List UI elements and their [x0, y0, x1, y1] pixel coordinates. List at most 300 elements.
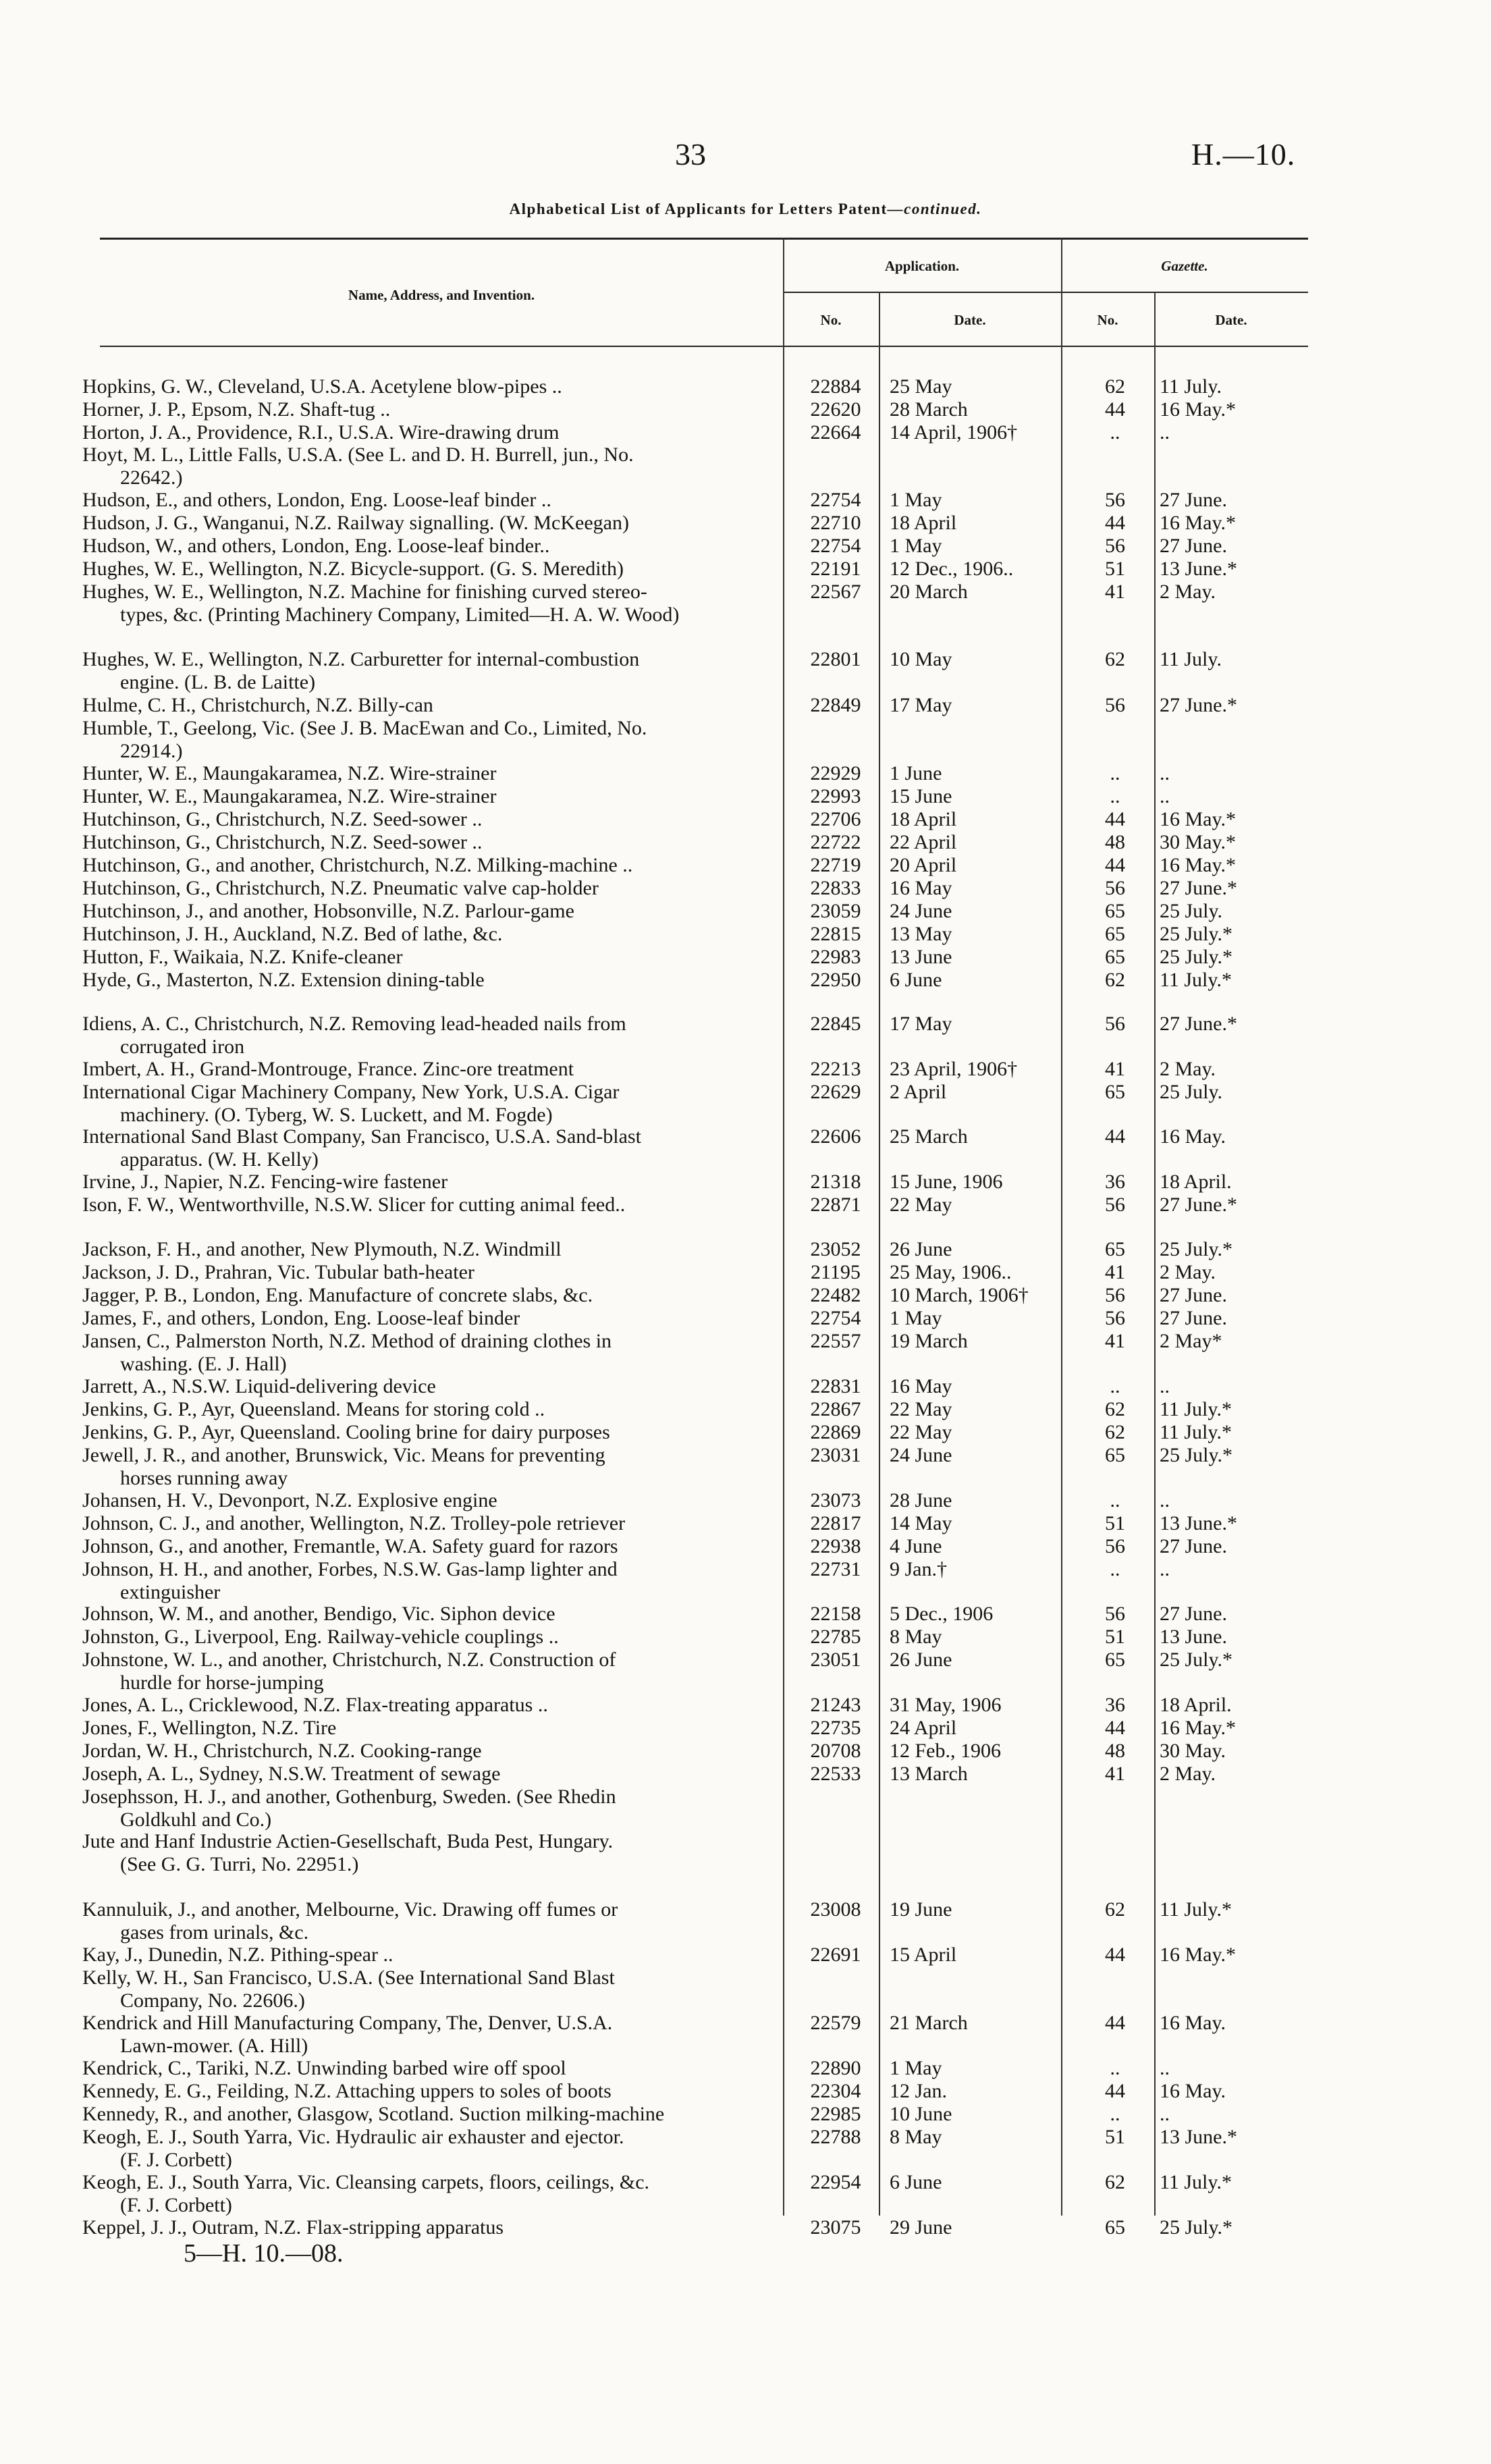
gazette-date: 27 June.: [1160, 535, 1227, 557]
application-number: 22950: [810, 969, 861, 991]
gazette-number: 44: [1105, 512, 1125, 534]
applicant-name-invention: [82, 1558, 771, 1603]
applicant-name-invention: [82, 877, 771, 900]
application-date: 18 April: [890, 808, 957, 830]
applicant-line: Imbert, A. H., Grand-Montrouge, France. Zinc-ore treatment: [82, 1058, 574, 1080]
application-number: 21318: [810, 1171, 861, 1193]
gazette-number: 44: [1105, 1717, 1125, 1739]
gazette-date: 27 June.: [1160, 1535, 1227, 1557]
application-number: 22735: [810, 1717, 861, 1739]
application-date: 20 April: [890, 854, 957, 876]
applicant-name-invention: [82, 2057, 771, 2080]
application-date: 12 Jan.: [890, 2080, 947, 2102]
gazette-date: 27 June.*: [1160, 1194, 1237, 1216]
application-date: 18 April: [890, 512, 957, 534]
application-number: 22890: [810, 2057, 861, 2079]
gazette-date: 2 May*: [1160, 1330, 1222, 1352]
application-number: 22710: [810, 512, 861, 534]
application-date: 6 June: [890, 969, 942, 991]
gazette-number: 41: [1105, 1261, 1125, 1283]
gazette-number: 41: [1105, 1058, 1125, 1080]
applicant-name-invention: [82, 854, 771, 877]
gazette-date: 27 June.: [1160, 1307, 1227, 1329]
application-number: 22785: [810, 1626, 861, 1648]
application-date: 25 May, 1906..: [890, 1261, 1012, 1283]
gazette-date: ..: [1160, 2057, 1170, 2079]
gazette-date: 16 May.: [1160, 2012, 1226, 2034]
application-date: 13 May: [890, 923, 952, 945]
applicant-line: Hudson, J. G., Wanganui, N.Z. Railway signalling. (W. McKeegan): [82, 512, 629, 534]
application-number: 22557: [810, 1330, 861, 1352]
gazette-number: 62: [1105, 1898, 1125, 1921]
application-date: 15 April: [890, 1944, 957, 1966]
gazette-date: ..: [1160, 785, 1170, 807]
applicant-name-invention: [82, 831, 771, 854]
gazette-date: 16 May.*: [1160, 1717, 1237, 1739]
applicant-name-invention: [82, 558, 771, 581]
applicant-name-invention: [82, 1013, 771, 1058]
gazette-date: 27 June.*: [1160, 877, 1237, 899]
gazette-date: 25 July.*: [1160, 1649, 1233, 1671]
application-number: 22722: [810, 831, 861, 853]
applicant-line: Keogh, E. J., South Yarra, Vic. Cleansing carpets, floors, ceilings, &c.: [82, 2171, 650, 2193]
gazette-date: 27 June.*: [1160, 1013, 1237, 1035]
application-date: 14 May: [890, 1512, 952, 1534]
applicant-line: Jarrett, A., N.S.W. Liquid-delivering device: [82, 1375, 436, 1397]
application-number: 22985: [810, 2103, 861, 2125]
applicant-line: Johnson, C. J., and another, Wellington, N.Z. Trolley-pole retriever: [82, 1512, 626, 1534]
application-date: 22 April: [890, 831, 957, 853]
gazette-number: 65: [1105, 946, 1125, 968]
applicant-line: Jackson, J. D., Prahran, Vic. Tubular bath-heater: [82, 1261, 475, 1283]
applicant-line: Hutchinson, G., Christchurch, N.Z. Seed-sower ..: [82, 808, 483, 830]
gazette-number: 65: [1105, 1238, 1125, 1260]
application-number: 22754: [810, 535, 861, 557]
gazette-date: 2 May.: [1160, 1261, 1216, 1283]
application-date: 24 June: [890, 900, 952, 922]
application-date: 1 June: [890, 762, 942, 784]
application-number: 23075: [810, 2216, 861, 2239]
applicant-continuation: apparatus. (W. H. Kelly): [120, 1148, 319, 1171]
gazette-date: ..: [1160, 762, 1170, 784]
gazette-date: 13 June.*: [1160, 2126, 1237, 2148]
applicant-name-invention: [82, 1081, 771, 1126]
gazette-date: 25 July.: [1160, 900, 1223, 922]
applicant-line: Hudson, W., and others, London, Eng. Loose-leaf binder..: [82, 535, 550, 557]
applicant-name-invention: [82, 1421, 771, 1444]
gazette-date: 27 June.: [1160, 489, 1227, 511]
gazette-number: 36: [1105, 1171, 1125, 1193]
application-number: 23008: [810, 1898, 861, 1921]
application-number: 22845: [810, 1013, 861, 1035]
applicant-name-invention: [82, 1944, 771, 1966]
application-number: 22993: [810, 785, 861, 807]
applicant-line: Hutchinson, J. H., Auckland, N.Z. Bed of lathe, &c.: [82, 923, 503, 945]
application-date: 28 March: [890, 398, 968, 421]
application-number: 20708: [810, 1740, 861, 1762]
applicant-line: Kennedy, E. G., Feilding, N.Z. Attaching uppers to soles of boots: [82, 2080, 612, 2102]
application-number: 22833: [810, 877, 861, 899]
application-number: 22849: [810, 694, 861, 716]
applicant-name-invention: [82, 969, 771, 992]
application-number: 22938: [810, 1535, 861, 1557]
gazette-date: ..: [1160, 421, 1170, 444]
applicant-continuation: gases from urinals, &c.: [120, 1921, 309, 1944]
gazette-date: 2 May.: [1160, 581, 1216, 603]
applicant-line: Kay, J., Dunedin, N.Z. Pithing-spear ..: [82, 1944, 394, 1966]
gazette-number: 62: [1105, 2171, 1125, 2193]
applicant-name-invention: [82, 444, 771, 489]
applicant-name-invention: [82, 785, 771, 808]
gazette-number: 36: [1105, 1694, 1125, 1716]
gazette-date: 27 June.*: [1160, 694, 1237, 716]
applicant-line: Hutchinson, G., and another, Christchurch, N.Z. Milking-machine ..: [82, 854, 633, 876]
gazette-number: 44: [1105, 808, 1125, 830]
applicant-name-invention: [82, 1535, 771, 1558]
application-number: 22731: [810, 1558, 861, 1580]
applicant-name-invention: [82, 375, 771, 398]
gazette-date: 11 July.*: [1160, 969, 1232, 991]
application-number: 22691: [810, 1944, 861, 1966]
gazette-number: 65: [1105, 923, 1125, 945]
application-date: 14 April, 1906†: [890, 421, 1018, 444]
application-number: 22929: [810, 762, 861, 784]
gazette-number: 56: [1105, 1194, 1125, 1216]
application-number: 22213: [810, 1058, 861, 1080]
application-date: 21 March: [890, 2012, 968, 2034]
page-number: 33: [675, 137, 706, 171]
gazette-date: 25 July.*: [1160, 1444, 1233, 1466]
gazette-date: 13 June.*: [1160, 558, 1237, 580]
applicant-name-invention: [82, 535, 771, 558]
gazette-number: ..: [1110, 785, 1120, 807]
gazette-number: 62: [1105, 375, 1125, 398]
gazette-number: 56: [1105, 1535, 1125, 1557]
gazette-number: 65: [1105, 1081, 1125, 1103]
gazette-number: 56: [1105, 694, 1125, 716]
application-date: 1 May: [890, 489, 942, 511]
applicant-name-invention: [82, 2012, 771, 2057]
applicant-line: Kennedy, R., and another, Glasgow, Scotland. Suction milking-machine: [82, 2103, 665, 2125]
application-number: 22831: [810, 1375, 861, 1397]
applicant-line: Johnson, H. H., and another, Forbes, N.S.W. Gas-lamp lighter and: [82, 1558, 618, 1580]
list-title-suffix: —continued.: [887, 200, 982, 217]
gazette-number: 48: [1105, 831, 1125, 853]
applicant-line: Jordan, W. H., Christchurch, N.Z. Cooking-range: [82, 1740, 482, 1762]
application-number: 22482: [810, 1284, 861, 1306]
gazette-number: 65: [1105, 900, 1125, 922]
applicant-name-invention: [82, 762, 771, 785]
gazette-number: 48: [1105, 1740, 1125, 1762]
applicant-name-invention: [82, 1194, 771, 1216]
applicant-name-invention: [82, 717, 771, 762]
gazette-number: ..: [1110, 762, 1120, 784]
gazette-number: 56: [1105, 1284, 1125, 1306]
application-number: 22954: [810, 2171, 861, 2193]
gazette-number: ..: [1110, 1489, 1120, 1511]
gazette-number: ..: [1110, 2057, 1120, 2079]
header-application: Application.: [884, 258, 960, 274]
applicant-continuation: (F. J. Corbett): [120, 2148, 232, 2171]
application-date: 19 June: [890, 1898, 952, 1921]
applicant-line: Keppel, J. J., Outram, N.Z. Flax-stripping apparatus: [82, 2216, 504, 2239]
application-date: 9 Jan.†: [890, 1558, 947, 1580]
application-date: 10 May: [890, 648, 952, 670]
applicant-line: International Sand Blast Company, San Francisco, U.S.A. Sand-blast: [82, 1125, 641, 1148]
applicant-name-invention: [82, 1307, 771, 1330]
application-date: 17 May: [890, 694, 952, 716]
applicant-line: Jansen, C., Palmerston North, N.Z. Method of draining clothes in: [82, 1330, 612, 1352]
gazette-number: 51: [1105, 1512, 1125, 1534]
applicant-line: Jenkins, G. P., Ayr, Queensland. Means for storing cold ..: [82, 1398, 545, 1420]
applicant-name-invention: [82, 1398, 771, 1421]
applicant-line: Johnston, G., Liverpool, Eng. Railway-vehicle couplings ..: [82, 1626, 559, 1648]
applicant-line: Hutchinson, G., Christchurch, N.Z. Seed-sower ..: [82, 831, 483, 853]
gazette-date: 25 July.*: [1160, 923, 1233, 945]
applicant-line: International Cigar Machinery Company, New York, U.S.A. Cigar: [82, 1081, 620, 1103]
applicant-name-invention: [82, 1786, 771, 1831]
applicant-name-invention: [82, 1717, 771, 1740]
applicant-name-invention: [82, 2126, 771, 2171]
applicant-name-invention: [82, 900, 771, 923]
applicant-name-invention: [82, 1830, 771, 1875]
gazette-number: 56: [1105, 877, 1125, 899]
gazette-date: 16 May.: [1160, 1125, 1226, 1148]
gazette-date: 16 May.*: [1160, 854, 1237, 876]
applicant-continuation: (See G. G. Turri, No. 22951.): [120, 1852, 359, 1875]
gazette-date: ..: [1160, 1558, 1170, 1580]
gazette-date: 25 July.*: [1160, 2216, 1233, 2239]
applicant-line: Johnson, W. M., and another, Bendigo, Vic. Siphon device: [82, 1603, 555, 1625]
applicant-name-invention: [82, 1489, 771, 1512]
application-number: 22788: [810, 2126, 861, 2148]
application-date: 20 March: [890, 581, 968, 603]
application-number: 22191: [810, 558, 861, 580]
application-number: 22983: [810, 946, 861, 968]
gazette-number: 56: [1105, 535, 1125, 557]
gazette-number: 62: [1105, 1398, 1125, 1420]
applicant-line: Hunter, W. E., Maungakaramea, N.Z. Wire-strainer: [82, 785, 497, 807]
gazette-date: 25 July.: [1160, 1081, 1223, 1103]
gazette-number: 56: [1105, 489, 1125, 511]
applicant-name-invention: [82, 946, 771, 969]
gazette-date: 16 May.*: [1160, 398, 1237, 421]
applicant-line: Hutchinson, G., Christchurch, N.Z. Pneumatic valve cap-holder: [82, 877, 599, 899]
applicant-name-invention: [82, 2171, 771, 2216]
applicant-name-invention: [82, 1171, 771, 1194]
gazette-date: 16 May.*: [1160, 512, 1237, 534]
application-date: 19 March: [890, 1330, 968, 1352]
applicant-continuation: extinguisher: [120, 1580, 221, 1603]
header-gazette: Gazette.: [1161, 258, 1208, 274]
applicant-line: Hulme, C. H., Christchurch, N.Z. Billy-can: [82, 694, 433, 716]
gazette-number: 44: [1105, 2012, 1125, 2034]
applicant-line: Kannuluik, J., and another, Melbourne, Vic. Drawing off fumes or: [82, 1898, 618, 1921]
applicant-line: Hoyt, M. L., Little Falls, U.S.A. (See L. and D. H. Burrell, jun., No.: [82, 444, 634, 466]
applicant-line: Kelly, W. H., San Francisco, U.S.A. (See International Sand Blast: [82, 1966, 615, 1989]
application-date: 8 May: [890, 2126, 942, 2148]
application-date: 15 June: [890, 785, 952, 807]
applicant-name-invention: [82, 2103, 771, 2126]
gazette-number: 56: [1105, 1307, 1125, 1329]
application-date: 15 June, 1906: [890, 1171, 1003, 1193]
applicant-line: Joseph, A. L., Sydney, N.S.W. Treatment of sewage: [82, 1763, 501, 1785]
gazette-date: 16 May.*: [1160, 808, 1237, 830]
gazette-number: ..: [1110, 1558, 1120, 1580]
gazette-date: ..: [1160, 2103, 1170, 2125]
application-date: 10 June: [890, 2103, 952, 2125]
header-gaz-no: No.: [1097, 312, 1118, 328]
applicant-line: James, F., and others, London, Eng. Loose-leaf binder: [82, 1307, 520, 1329]
gazette-date: 18 April.: [1160, 1694, 1232, 1716]
application-date: 1 May: [890, 2057, 942, 2079]
gazette-date: 13 June.: [1160, 1626, 1227, 1648]
application-number: 22754: [810, 489, 861, 511]
application-date: 24 June: [890, 1444, 952, 1466]
gazette-date: 27 June.: [1160, 1603, 1227, 1625]
gazette-date: 25 July.*: [1160, 946, 1233, 968]
application-number: 21195: [811, 1261, 861, 1283]
application-date: 12 Dec., 1906..: [890, 558, 1014, 580]
applicant-name-invention: [82, 489, 771, 512]
applicant-line: Hyde, G., Masterton, N.Z. Extension dining-table: [82, 969, 485, 991]
application-number: 22579: [810, 2012, 861, 2034]
gazette-number: 65: [1105, 1649, 1125, 1671]
gazette-number: 51: [1105, 558, 1125, 580]
header-name-column: Name, Address, and Invention.: [348, 287, 535, 303]
applicant-line: Hutchinson, J., and another, Hobsonville, N.Z. Parlour-game: [82, 900, 574, 922]
gazette-date: 30 May.*: [1160, 831, 1237, 853]
application-date: 16 May: [890, 877, 952, 899]
application-number: 22867: [810, 1398, 861, 1420]
applicant-line: Horner, J. P., Epsom, N.Z. Shaft-tug ..: [82, 398, 391, 421]
gazette-date: 11 July.: [1160, 375, 1222, 398]
application-date: 22 May: [890, 1194, 952, 1216]
applicant-name-invention: [82, 1763, 771, 1786]
application-number: 22567: [810, 581, 861, 603]
header-gaz-date: Date.: [1215, 312, 1247, 328]
applicant-continuation: types, &c. (Printing Machinery Company, Limited—H. A. W. Wood): [120, 603, 680, 626]
gazette-date: 11 July.*: [1160, 1398, 1232, 1420]
application-date: 6 June: [890, 2171, 942, 2193]
applicant-name-invention: [82, 694, 771, 717]
applicant-line: Humble, T., Geelong, Vic. (See J. B. MacEwan and Co., Limited, No.: [82, 717, 647, 739]
applicant-name-invention: [82, 398, 771, 421]
list-title-main: Alphabetical List of Applicants for Letters Patent: [509, 200, 888, 217]
application-date: 12 Feb., 1906: [890, 1740, 1001, 1762]
applicant-line: Jewell, J. R., and another, Brunswick, Vic. Means for preventing: [82, 1444, 605, 1466]
application-number: 22620: [810, 398, 861, 421]
applicant-continuation: hurdle for horse-jumping: [120, 1671, 324, 1694]
gazette-date: ..: [1160, 1375, 1170, 1397]
application-date: 31 May, 1906: [890, 1694, 1002, 1716]
application-date: 13 March: [890, 1763, 968, 1785]
applicant-name-invention: [82, 1444, 771, 1489]
application-number: 22664: [810, 421, 861, 444]
gazette-number: 62: [1105, 648, 1125, 670]
gazette-number: 44: [1105, 1944, 1125, 1966]
application-date: 8 May: [890, 1626, 942, 1648]
gazette-number: 56: [1105, 1603, 1125, 1625]
applicant-continuation: Lawn-mower. (A. Hill): [120, 2034, 308, 2057]
gazette-number: 51: [1105, 1626, 1125, 1648]
applicant-line: Hutton, F., Waikaia, N.Z. Knife-cleaner: [82, 946, 403, 968]
applicant-name-invention: [82, 2080, 771, 2103]
application-date: 28 June: [890, 1489, 952, 1511]
application-number: 23073: [810, 1489, 861, 1511]
gazette-number: 56: [1105, 1013, 1125, 1035]
application-number: 22719: [810, 854, 861, 876]
application-date: 26 June: [890, 1649, 952, 1671]
applicant-line: Ison, F. W., Wentworthville, N.S.W. Slicer for cutting animal feed..: [82, 1194, 626, 1216]
gazette-number: 44: [1105, 2080, 1125, 2102]
applicant-continuation: Company, No. 22606.): [120, 1989, 305, 2012]
gazette-number: 41: [1105, 581, 1125, 603]
application-number: 22869: [810, 1421, 861, 1443]
application-number: 22815: [810, 923, 861, 945]
applicant-line: Hughes, W. E., Wellington, N.Z. Carburetter for internal-combustion: [82, 648, 640, 670]
applicant-line: Hughes, W. E., Wellington, N.Z. Bicycle-support. (G. S. Meredith): [82, 558, 624, 580]
applicant-line: Jones, A. L., Cricklewood, N.Z. Flax-treating apparatus ..: [82, 1694, 548, 1716]
applicant-name-invention: [82, 1626, 771, 1649]
applicant-continuation: 22642.): [120, 466, 183, 489]
applicant-continuation: engine. (L. B. de Laitte): [120, 670, 316, 693]
gazette-number: 62: [1105, 969, 1125, 991]
application-date: 24 April: [890, 1717, 957, 1739]
applicant-name-invention: [82, 1740, 771, 1763]
applicant-name-invention: [82, 808, 771, 831]
applicant-line: Hughes, W. E., Wellington, N.Z. Machine for finishing curved stereo-: [82, 581, 647, 603]
applicant-line: Jackson, F. H., and another, New Plymouth, N.Z. Windmill: [82, 1238, 562, 1260]
application-number: 22884: [810, 375, 861, 398]
gazette-date: 25 July.*: [1160, 1238, 1233, 1260]
application-number: 23052: [810, 1238, 861, 1260]
applicant-name-invention: [82, 1694, 771, 1717]
applicant-name-invention: [82, 2216, 771, 2239]
applicant-name-invention: [82, 1603, 771, 1626]
gazette-date: 13 June.*: [1160, 1512, 1237, 1534]
gazette-number: 62: [1105, 1421, 1125, 1443]
gazette-number: 65: [1105, 1444, 1125, 1466]
applicant-continuation: 22914.): [120, 739, 183, 762]
application-number: 22606: [810, 1125, 861, 1148]
document-reference: H.—10.: [1191, 137, 1296, 171]
applicant-line: Jute and Hanf Industrie Actien-Gesellschaft, Buda Pest, Hungary.: [82, 1830, 614, 1852]
gazette-date: ..: [1160, 1489, 1170, 1511]
gazette-number: 65: [1105, 2216, 1125, 2239]
application-date: 17 May: [890, 1013, 952, 1035]
applicant-name-invention: [82, 1125, 771, 1171]
applicant-name-invention: [82, 1649, 771, 1694]
gazette-date: 11 July.*: [1160, 2171, 1232, 2193]
applicant-name-invention: [82, 421, 771, 444]
applicant-line: Jones, F., Wellington, N.Z. Tire: [82, 1717, 337, 1739]
gazette-number: 44: [1105, 398, 1125, 421]
application-date: 22 May: [890, 1398, 952, 1420]
header-app-no: No.: [820, 312, 842, 328]
applicant-continuation: machinery. (O. Tyberg, W. S. Luckett, and M. Fogde): [120, 1103, 553, 1126]
applicant-line: Hopkins, G. W., Cleveland, U.S.A. Acetylene blow-pipes ..: [82, 375, 562, 398]
gazette-number: 41: [1105, 1763, 1125, 1785]
applicant-line: Jagger, P. B., London, Eng. Manufacture of concrete slabs, &c.: [82, 1284, 593, 1306]
application-number: 21243: [810, 1694, 861, 1716]
gazette-date: 11 July.*: [1160, 1898, 1232, 1921]
gazette-number: 41: [1105, 1330, 1125, 1352]
applicant-line: Kendrick, C., Tariki, N.Z. Unwinding barbed wire off spool: [82, 2057, 566, 2079]
application-number: 22304: [810, 2080, 861, 2102]
applicant-line: Josephsson, H. J., and another, Gothenburg, Sweden. (See Rhedin: [82, 1786, 616, 1808]
applicant-line: Kendrick and Hill Manufacturing Company, The, Denver, U.S.A.: [82, 2012, 613, 2034]
